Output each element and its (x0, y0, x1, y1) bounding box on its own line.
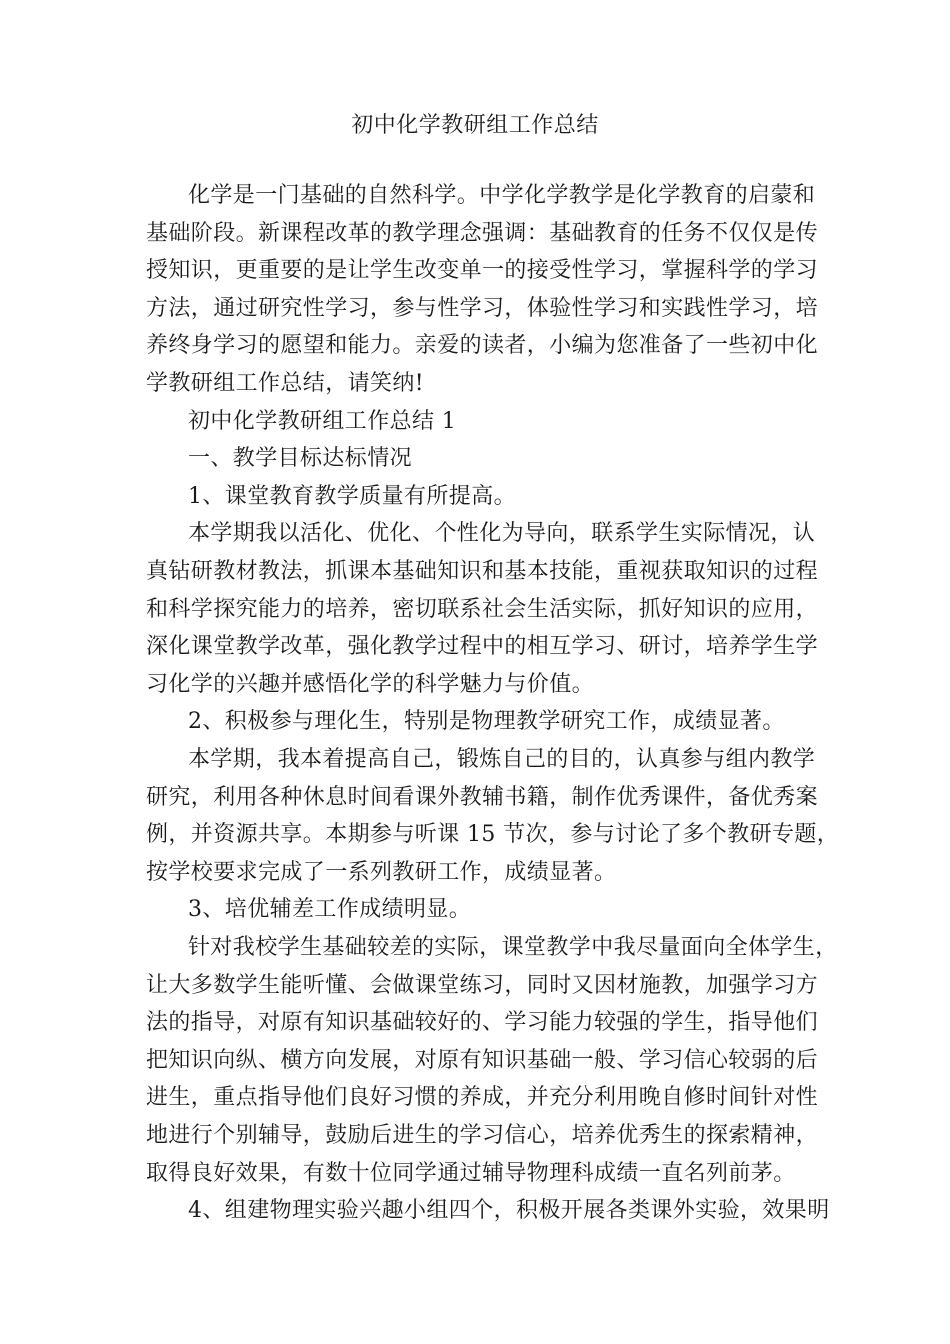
body-line: 1、课堂教育教学质量有所提高。 (188, 483, 516, 509)
body-line: 本学期，我本着提高自己，锻炼自己的目的，认真参与组内教学 (188, 747, 816, 772)
body-line: 把知识向纵、横方向发展，对原有知识基础一般、学习信心较弱的后 (146, 1047, 819, 1073)
body-line: 一、教学目标达标情况 (188, 446, 413, 472)
body-line: 法的指导，对原有知识基础较好的、学习能力较强的学生，指导他们 (146, 1010, 819, 1036)
body-line: 研究，利用各种休息时间看课外教辅书籍，制作优秀课件，备优秀案 (146, 784, 819, 810)
body-line: 取得良好效果，有数十位同学通过辅导物理科成绩一直名列前茅。 (146, 1160, 796, 1186)
body-line: 深化课堂教学改革，强化教学过程中的相互学习、研讨，培养学生学 (146, 634, 819, 660)
body-line: 按学校要求完成了一系列教研工作，成绩显著。 (146, 859, 617, 885)
body-line: 针对我校学生基础较差的实际，课堂教学中我尽量面向全体学生， (188, 935, 838, 960)
body-line: 例，并资源共享。本期参与听课 15 节次，参与讨论了多个教研专题， (146, 822, 840, 848)
body-line: 初中化学教研组工作总结 1 (188, 408, 457, 434)
body-line: 和科学探究能力的培养，密切联系社会生活实际，抓好知识的应用， (146, 596, 819, 622)
body-line: 学教研组工作总结，请笑纳! (146, 371, 425, 396)
body-line: 授知识，更重要的是让学生改变单一的接受性学习，掌握科学的学习 (146, 258, 819, 284)
body-line: 3、培优辅差工作成绩明显。 (188, 897, 472, 923)
body-line: 本学期我以活化、优化、个性化为导向，联系学生实际情况，认 (188, 521, 816, 547)
body-line: 4、组建物理实验兴趣小组四个，积极开展各类课外实验，效果明 (188, 1198, 830, 1224)
body-line: 化学是一门基础的自然科学。中学化学教学是化学教育的启蒙和 (188, 183, 816, 208)
document-title: 初中化学教研组工作总结 (351, 113, 599, 138)
body-line: 2、积极参与理化生，特别是物理教学研究工作，成绩显著。 (188, 709, 785, 735)
body-line: 地进行个别辅导，鼓励后进生的学习信心，培养优秀生的探索精神， (146, 1123, 819, 1148)
body-line: 方法，通过研究性学习，参与性学习，体验性学习和实践性学习，培 (146, 295, 819, 321)
body-line: 养终身学习的愿望和能力。亲爱的读者，小编为您准备了一些初中化 (146, 333, 819, 359)
body-line: 真钻研教材教法，抓课本基础知识和基本技能，重视获取知识的过程 (146, 559, 819, 584)
body-line: 基础阶段。新课程改革的教学理念强调：基础教育的任务不仅仅是传 (146, 220, 819, 246)
body-line: 进生，重点指导他们良好习惯的养成，并充分利用晚自修时间针对性 (146, 1085, 819, 1111)
body-line: 让大多数学生能听懂、会做课堂练习，同时又因材施教，加强学习方 (146, 972, 819, 998)
body-line: 习化学的兴趣并感悟化学的科学魅力与价值。 (146, 671, 595, 697)
